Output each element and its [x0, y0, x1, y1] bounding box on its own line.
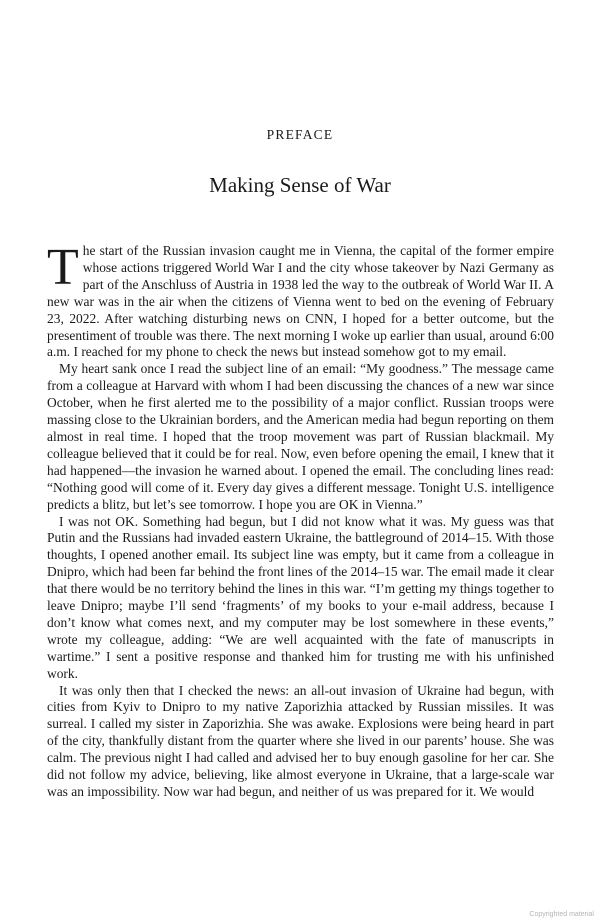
paragraph-3: I was not OK. Something had begun, but I did not know what it was. My guess was that Putin and the Russians had invaded eastern Ukraine, the battleground of 2014–15. With those thoughts, I opened another email. Its subject line was empty, but it came from a colleague in Dnipro, which had been far behind the front lines of the 2014–15 war. The email made it clear that there would be no territory behind the lines in this war. “I’m getting my things together to leave Dnipro; maybe I’ll send ‘fragments’ of my books to your e-mail address, because I don’t know what comes next, and my computer may be lost somewhere in these events,” wrote my colleague, adding: “We are well acquainted with the fate of manuscripts in wartime.” I sent a positive response and thanked him for trusting me with his unfinished work.: [47, 513, 554, 681]
body-text: [47, 239, 554, 801]
paragraph-2: My heart sank once I read the subject line of an email: “My goodness.” The message came from a colleague at Harvard with whom I had been discussing the chances of a new war since October, when he first alerted me to the possibility of a major conflict. Russian troops were massing close to the Ukrainian borders, and the American media had begun reporting on them almost in real time. I hoped that the troop movement was part of Russian blackmail. My colleague believed that it could be for real. Now, even before opening the email, I knew that it had happened—the invasion he warned about. I opened the email. The concluding lines read: “Nothing good will come of it. Every day gives a different message. Tonight U.S. intelligence predicts a blitz, but let’s see tomorrow. I hope you are OK in Vienna.”: [47, 361, 554, 512]
paragraph-1-text: he start of the Russian invasion caught me in Vienna, the capital of the former empire whose actions triggered World War I and the city whose takeover by Nazi Germany as part of the Anschluss of Austria in 1938 led the way to the outbreak of World War II. A new war was in the air when the citizens of Vienna went to bed on the evening of February 23, 2022. After watching disturbing news on CNN, I hoped for a better outcome, but the presentiment of trouble was there. The next morning I woke up earlier than usual, around 6:00 a.m. I reached for my phone to check the news but instead somehow got to my email.: [47, 243, 554, 360]
copyright-watermark: Copyrighted material: [529, 911, 594, 918]
paragraph-4: It was only then that I checked the news: an all-out invasion of Ukraine had begun, with cities from Kyiv to Dnipro to my native Zaporizhia attacked by Russian missiles. It was surreal. I called my sister in Zaporizhia. She was awake. Explosions were being heard in part of the city, thankfully distant from the quarter where she lived in our parents’ house. She was calm. The previous night I had called and advised her to buy enough gasoline for her car. She did not follow my advice, believing, like almost everyone in Ukraine, that a large-scale war was an impossibility. Now war had begun, and neither of us was prepared for it. We would: [47, 682, 554, 799]
drop-cap: T: [47, 239, 79, 296]
section-label: PREFACE: [266, 127, 334, 142]
chapter-title: Making Sense of War: [209, 173, 391, 197]
paragraph-1: [47, 239, 554, 361]
